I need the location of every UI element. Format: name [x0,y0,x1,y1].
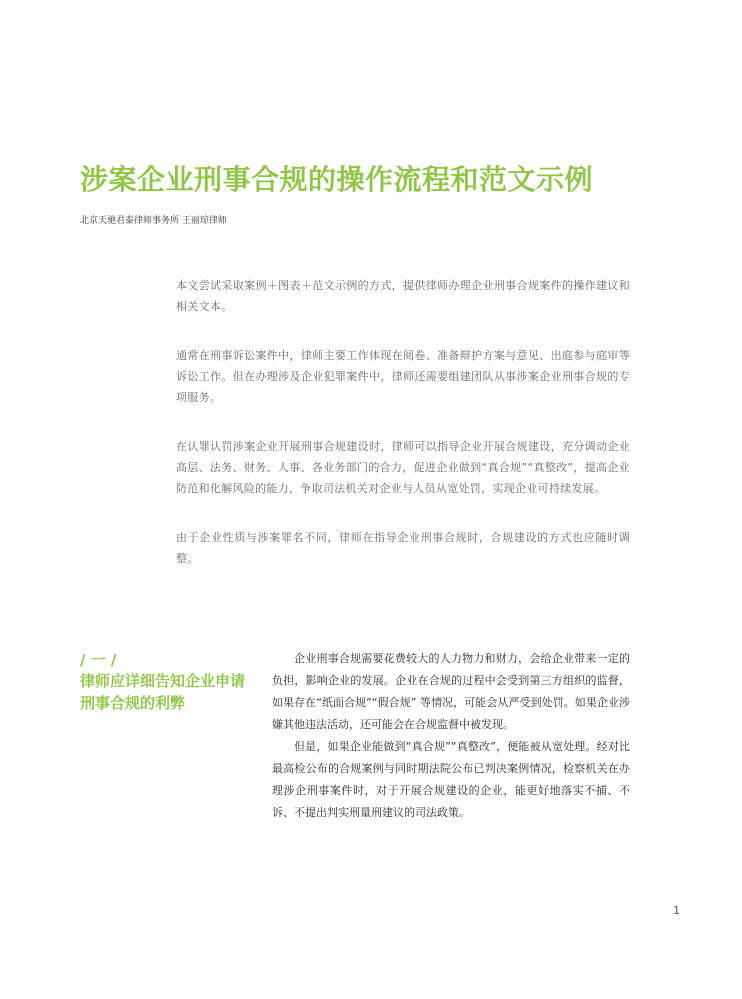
intro-paragraph: 由于企业性质与涉案罪名不同，律师在指导企业刑事合规时，合规建设的方式也应随时调整。 [176,531,630,565]
section-body [272,648,630,824]
section-number: / 一 / [80,651,117,669]
page-number: 1 [673,904,680,917]
section-paragraph: 企业刑事合规需要花费较大的人力物力和财力，会给企业带来一定的负担，影响企业的发展。企业在合规的过程中会受到第三方组织的监督，如果存在“纸面合规”“假合规” 等情况，可能会从严受到处罚。如果企业涉嫌其他违法活动，还可能会在合规监督中被发现。 [272,652,630,731]
section-heading: 律师应详细告知企业申请刑事合规的利弊 [80,672,246,712]
document-title: 涉案企业刑事合规的操作流程和范文示例 [80,163,594,196]
intro-section [176,275,630,597]
intro-paragraph: 通常在刑事诉讼案件中，律师主要工作体现在阅卷、准备辩护方案与意见、出庭参与庭审等诉讼工作。但在办理涉及企业犯罪案件中，律师还需要组建团队从事涉案企业刑事合规的专项服务。 [176,349,630,404]
intro-paragraph: 在认罪认罚涉案企业开展刑事合规建设时，律师可以指导企业开展合规建设，充分调动企业高层、法务、财务、人事、各业务部门的合力，促进企业做到“真合规”“真整改”，提高企业防范和化解风险的能力，争取司法机关对企业与人员从宽处罚，实现企业可持续发展。 [176,440,630,495]
section-paragraph: 但是，如果企业能做到“真合规”“真整改”，便能被从宽处理。经对比最高检公布的合规案例与同时期法院公布已判决案例情况，检察机关在办理涉企刑事案件时，对于开展合规建设的企业，能更好地落实不捕、不诉、不提出判实刑量刑建议的司法政策。 [272,740,630,819]
intro-paragraph: 本文尝试采取案例＋图表＋范文示例的方式，提供律师办理企业刑事合规案件的操作建议和相关文本。 [176,279,630,313]
section-label [80,650,250,714]
author-line: 北京天驰君泰律师事务所 王丽琼律师 [80,216,227,226]
